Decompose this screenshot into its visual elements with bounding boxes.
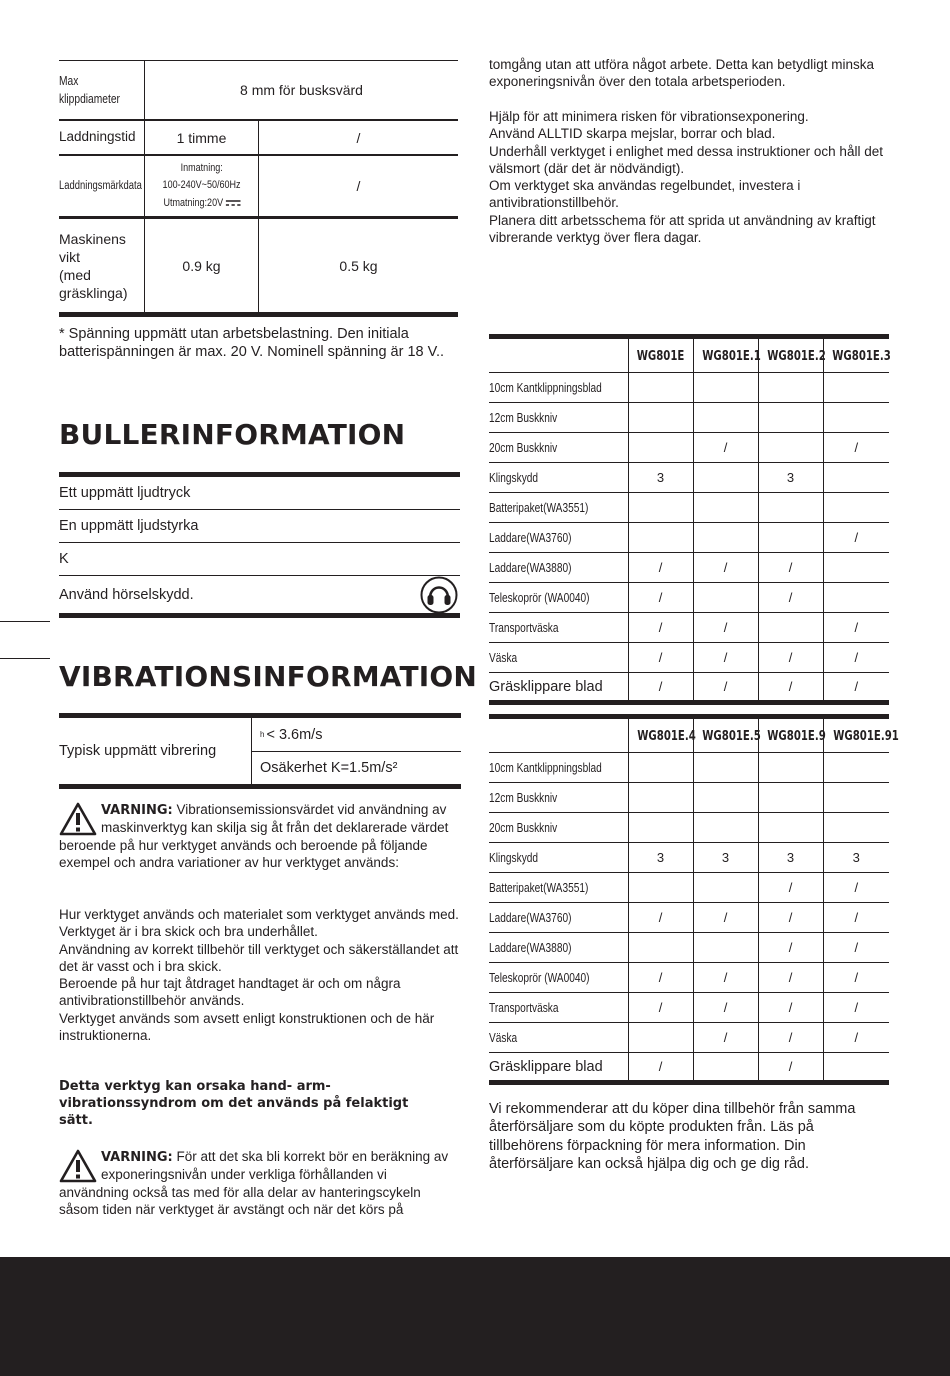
accessory-cell: / xyxy=(693,643,758,673)
accessory-row xyxy=(489,673,889,703)
model-header xyxy=(758,337,826,373)
accessory-cell xyxy=(628,523,693,553)
accessory-table-2 xyxy=(489,714,899,1085)
spec-rating-input-label: Inmatning: xyxy=(180,162,223,175)
footer-bar xyxy=(0,1257,950,1376)
tip-item: Om verktyget ska användas regelbundet, investera i antivibrationstillbehör. xyxy=(489,178,801,211)
accessory-cell xyxy=(693,493,758,523)
sidebar-rule-top xyxy=(0,621,50,622)
accessory-cell xyxy=(758,403,823,433)
accessory-cell: / xyxy=(854,679,859,694)
accessory-name xyxy=(489,523,628,553)
accessory-cell xyxy=(823,1053,889,1083)
accessory-name-text: Batteripaket(WA3551) xyxy=(489,500,589,515)
accessory-header-row xyxy=(489,717,889,753)
accessory-name xyxy=(489,903,628,933)
tip-item: Underhåll verktyget i enlighet med dessa instruktioner och håll det välsmort (där det är nödvändigt). xyxy=(489,143,883,176)
accessory-row xyxy=(489,613,889,643)
noise-row-power: En uppmätt ljudstyrka xyxy=(59,510,460,543)
accessory-row xyxy=(489,373,889,403)
warning-1 xyxy=(59,801,459,871)
spec-row-charge-time xyxy=(59,121,458,155)
accessory-name-text: Teleskoprör (WA0040) xyxy=(489,970,590,985)
accessory-name-text: 10cm Kantklippningsblad xyxy=(489,380,602,395)
havs-note: Detta verktyg kan orsaka hand- arm-vibrationssyndrom om det används på felaktigt sätt. xyxy=(59,1079,409,1128)
accessory-name-text: Transportväska xyxy=(489,620,559,635)
accessory-cell xyxy=(823,463,889,493)
accessory-cell xyxy=(628,753,693,783)
model-header xyxy=(628,337,693,373)
accessory-name-text: Gräsklippare blad xyxy=(489,678,603,695)
spec-weight-value1: 0.9 kg xyxy=(145,219,259,312)
accessory-name-text: Transportväska xyxy=(489,1000,559,1015)
warning-2-title: VARNING: xyxy=(101,1150,173,1165)
spec-row-max xyxy=(59,61,458,121)
accessory-cell: 3 xyxy=(628,463,693,493)
accessory-name-text: 20cm Buskkniv xyxy=(489,820,558,835)
accessory-cell: / xyxy=(758,1023,823,1053)
accessory-row xyxy=(489,583,889,613)
accessory-cell: / xyxy=(628,963,693,993)
accessory-name-text: Laddare(WA3760) xyxy=(489,530,572,545)
accessory-cell xyxy=(693,783,758,813)
accessory-cell: / xyxy=(693,673,758,703)
spec-rating-value2: / xyxy=(356,178,361,194)
model-header-text: WG801E.9 xyxy=(766,728,826,744)
accessory-cell xyxy=(628,873,693,903)
spec-rating-input-value: 100-240V~50/60Hz xyxy=(162,179,241,192)
noise-heading: BULLERINFORMATION xyxy=(59,418,406,451)
accessory-cell: 3 xyxy=(758,463,823,493)
accessory-header-blank xyxy=(489,337,628,373)
spec-rating-value1 xyxy=(145,156,259,216)
accessory-name xyxy=(489,673,628,703)
warning-triangle-icon xyxy=(59,802,97,836)
spec-weight-value2: 0.5 kg xyxy=(339,257,378,274)
accessory-cell xyxy=(693,1053,758,1083)
accessory-cell xyxy=(693,933,758,963)
accessory-cell: / xyxy=(628,673,693,703)
accessory-cell xyxy=(823,783,889,813)
usage-item: Användning av korrekt tillbehör till verktyget och säkerställandet att det är vasst och i bra skick. xyxy=(59,941,459,974)
accessory-cell xyxy=(758,813,823,843)
accessory-name xyxy=(489,783,628,813)
vibration-heading: VIBRATIONSINFORMATION xyxy=(59,660,478,693)
spec-max-label-text: Max klippdiameter xyxy=(59,73,120,106)
accessory-row xyxy=(489,1053,889,1083)
accessory-name xyxy=(489,963,628,993)
accessory-cell xyxy=(693,813,758,843)
accessory-cell: / xyxy=(758,1053,823,1083)
accessory-cell: 3 xyxy=(693,843,758,873)
usage-item: Verktyget används som avsett enligt konstruktionen och de här instruktionerna. xyxy=(59,1010,435,1044)
spec-charge-time-label: Laddningstid xyxy=(59,121,145,154)
vibration-value xyxy=(252,718,461,751)
spec-charge-time-value1: 1 timme xyxy=(145,121,259,154)
accessory-name-text: Väska xyxy=(489,650,518,665)
accessory-row xyxy=(489,783,889,813)
accessory-cell xyxy=(758,373,823,403)
accessory-row xyxy=(489,933,889,963)
usage-item: Hur verktyget används och materialet som verktyget används med. xyxy=(59,907,459,922)
accessory-cell xyxy=(693,873,758,903)
accessory-cell: / xyxy=(823,433,889,463)
spec-weight-label-4: gräsklinga) xyxy=(59,284,128,301)
accessory-header-row xyxy=(489,337,889,373)
accessory-cell xyxy=(758,753,823,783)
accessory-cell xyxy=(693,523,758,553)
voltage-note: * Spänning uppmätt utan arbetsbelastning. Den initiala batterispänningen är max. 20 V. Nominell spänning är 18 V.. xyxy=(59,326,445,360)
accessory-cell: / xyxy=(758,673,823,703)
accessory-cell xyxy=(758,493,823,523)
accessory-name-text: Väska xyxy=(489,1030,518,1045)
accessory-cell: / xyxy=(823,993,889,1023)
accessory-name-text: Gräsklippare blad xyxy=(489,1058,603,1075)
spec-weight-label xyxy=(59,219,145,312)
noise-table xyxy=(59,472,460,618)
accessory-cell: / xyxy=(693,613,758,643)
model-header-text: WG801E.91 xyxy=(832,728,899,744)
accessory-cell: / xyxy=(628,553,693,583)
accessory-name xyxy=(489,403,628,433)
accessory-name xyxy=(489,1053,628,1083)
accessory-cell xyxy=(693,403,758,433)
tip-item: Planera ditt arbetsschema för att sprida ut användning av kraftigt vibrerande verktyg över flera dagar. xyxy=(489,212,876,246)
accessory-row xyxy=(489,493,889,523)
model-header xyxy=(693,717,761,753)
accessory-row xyxy=(489,813,889,843)
vibration-table xyxy=(59,713,461,789)
spec-row-weight xyxy=(59,217,458,317)
accessory-cell xyxy=(693,463,758,493)
ear-protection-text: Använd hörselskydd. xyxy=(59,586,194,603)
tip-item: Hjälp för att minimera risken för vibrationsexponering. xyxy=(489,109,809,124)
accessory-cell xyxy=(823,813,889,843)
accessory-cell xyxy=(628,433,693,463)
accessory-name-text: Laddare(WA3880) xyxy=(489,940,572,955)
accessory-name xyxy=(489,843,628,873)
accessory-cell: / xyxy=(823,523,889,553)
accessory-row xyxy=(489,993,889,1023)
accessory-cell: / xyxy=(693,553,758,583)
warning-triangle-icon xyxy=(59,1149,97,1183)
spec-weight-label-2: vikt xyxy=(59,248,80,265)
accessory-row xyxy=(489,963,889,993)
noise-row-k: K xyxy=(59,543,460,576)
accessory-cell xyxy=(693,583,758,613)
spec-weight-label-3: (med xyxy=(59,266,91,283)
accessory-cell: / xyxy=(823,1023,889,1053)
accessory-cell: / xyxy=(693,963,758,993)
accessory-name xyxy=(489,1023,628,1053)
accessory-cell: / xyxy=(628,583,693,613)
vibration-value-subscript: h xyxy=(260,730,265,739)
model-header-text: WG801E xyxy=(636,348,685,364)
accessory-name-text: Teleskoprör (WA0040) xyxy=(489,590,590,605)
accessory-cell xyxy=(628,373,693,403)
warning-2-text: För att det ska bli korrekt bör en beräkning av exponeringsnivån under verkliga förhållanden vi användning också tas med för alla delar av hanteringscykeln såsom tiden när verktyget är avstängt och när det körs på xyxy=(59,1149,449,1217)
accessory-cell: / xyxy=(758,903,823,933)
spec-table xyxy=(59,60,458,317)
accessory-cell: 3 xyxy=(628,843,693,873)
accessory-name-text: Batteripaket(WA3551) xyxy=(489,880,589,895)
accessory-name xyxy=(489,463,628,493)
right-intro: tomgång utan att utföra något arbete. Detta kan betydligt minska exponeringsnivån över den totala arbetsperioden. xyxy=(489,57,874,90)
accessory-cell: / xyxy=(758,993,823,1023)
vibration-label: Typisk uppmätt vibrering xyxy=(59,718,252,784)
usage-item: Verktyget är i bra skick och bra underhållet. xyxy=(59,924,318,940)
accessory-header-blank xyxy=(489,717,628,753)
accessory-cell xyxy=(693,753,758,783)
accessory-name xyxy=(489,583,628,613)
vibration-values xyxy=(252,718,461,784)
accessory-cell xyxy=(758,433,823,463)
accessory-name xyxy=(489,993,628,1023)
sidebar-rule-bottom xyxy=(0,658,50,659)
model-header-text: WG801E.2 xyxy=(766,348,826,364)
accessory-cell: / xyxy=(823,643,889,673)
spec-rating-label xyxy=(59,156,145,216)
accessory-cell xyxy=(823,493,889,523)
accessory-cell: / xyxy=(628,613,693,643)
accessory-cell xyxy=(823,553,889,583)
accessory-row xyxy=(489,903,889,933)
vibration-value-text: < 3.6m/s xyxy=(266,726,323,743)
accessory-row xyxy=(489,643,889,673)
accessory-cell: / xyxy=(693,433,758,463)
warning-1-title: VARNING: xyxy=(101,803,173,818)
accessory-cell: / xyxy=(628,903,693,933)
model-header-text: WG801E.3 xyxy=(831,348,891,364)
accessory-cell xyxy=(628,1023,693,1053)
usage-list xyxy=(59,906,464,1044)
spec-charge-time-value2: / xyxy=(356,129,361,146)
recommendation-text: Vi rekommenderar att du köper dina tillbehör från samma återförsäljare som du köpte produkten från. Läs på tillbehörens förpackning för mera information. Din återförsäljare kan också hjälpa dig och ge dig råd. xyxy=(489,1101,856,1172)
accessory-name xyxy=(489,493,628,523)
accessory-name-text: Klingskydd xyxy=(489,470,539,485)
accessory-cell: / xyxy=(823,873,889,903)
accessory-row xyxy=(489,753,889,783)
accessory-cell xyxy=(823,403,889,433)
accessory-cell: / xyxy=(758,873,823,903)
accessory-row xyxy=(489,463,889,493)
accessory-cell xyxy=(823,373,889,403)
accessory-cell: / xyxy=(693,903,758,933)
spec-max-value: 8 mm för busksvärd xyxy=(240,82,363,98)
accessory-row xyxy=(489,873,889,903)
spec-rating-output-text: Utmatning:20V xyxy=(163,196,223,209)
noise-row-ear-protection xyxy=(59,576,460,618)
accessory-cell xyxy=(628,813,693,843)
spec-row-rating xyxy=(59,155,458,217)
model-header xyxy=(823,337,889,373)
accessory-cell: / xyxy=(758,963,823,993)
accessory-row xyxy=(489,553,889,583)
accessory-cell xyxy=(823,583,889,613)
accessory-name xyxy=(489,643,628,673)
accessory-cell: / xyxy=(758,583,823,613)
accessory-row xyxy=(489,523,889,553)
accessory-name-text: Laddare(WA3880) xyxy=(489,560,572,575)
model-header xyxy=(758,717,826,753)
accessory-name xyxy=(489,753,628,783)
noise-row-pressure: Ett uppmätt ljudtryck xyxy=(59,477,460,510)
accessory-cell: / xyxy=(628,993,693,1023)
accessory-cell: / xyxy=(823,963,889,993)
accessory-row xyxy=(489,843,889,873)
accessory-name xyxy=(489,933,628,963)
usage-item: Beroende på hur tajt åtdraget handtaget är och om några antivibrationstillbehör används. xyxy=(59,976,401,1009)
accessory-name xyxy=(489,613,628,643)
accessory-cell: 3 xyxy=(823,843,889,873)
accessory-cell xyxy=(823,753,889,783)
model-header-text: WG801E.4 xyxy=(636,728,696,744)
accessory-cell xyxy=(628,493,693,523)
accessory-cell: / xyxy=(823,613,889,643)
model-header xyxy=(823,717,899,753)
accessory-cell: / xyxy=(628,1053,693,1083)
model-header xyxy=(628,717,696,753)
spec-rating-output xyxy=(163,195,240,212)
accessory-cell: / xyxy=(758,933,823,963)
accessory-name xyxy=(489,433,628,463)
model-header-text: WG801E.1 xyxy=(701,348,761,364)
dc-symbol-icon xyxy=(225,199,240,207)
accessory-cell: / xyxy=(823,933,889,963)
accessory-row xyxy=(489,1023,889,1053)
accessory-name xyxy=(489,813,628,843)
accessory-cell: 3 xyxy=(758,843,823,873)
accessory-name xyxy=(489,553,628,583)
accessory-cell xyxy=(758,613,823,643)
accessory-cell: / xyxy=(693,1023,758,1053)
accessory-cell xyxy=(693,373,758,403)
accessory-cell: / xyxy=(628,643,693,673)
accessory-cell: / xyxy=(758,553,823,583)
accessory-name xyxy=(489,873,628,903)
accessory-name xyxy=(489,373,628,403)
spec-rating-label-text: Laddningsmärkdata xyxy=(59,179,142,192)
accessory-cell: / xyxy=(693,993,758,1023)
ear-protection-icon xyxy=(420,576,458,614)
warning-2 xyxy=(59,1148,459,1218)
accessory-cell xyxy=(628,933,693,963)
accessory-name-text: 12cm Buskkniv xyxy=(489,410,558,425)
accessory-table-1 xyxy=(489,334,889,705)
accessory-cell xyxy=(758,783,823,813)
accessory-cell xyxy=(628,783,693,813)
accessory-name-text: 10cm Kantklippningsblad xyxy=(489,760,602,775)
model-header xyxy=(693,337,761,373)
spec-weight-label-1: Maskinens xyxy=(59,230,126,247)
accessory-cell xyxy=(628,403,693,433)
accessory-cell xyxy=(758,523,823,553)
accessory-row xyxy=(489,403,889,433)
tip-item: Använd ALLTID skarpa mejslar, borrar och blad. xyxy=(489,126,776,142)
accessory-name-text: 20cm Buskkniv xyxy=(489,440,558,455)
right-tips xyxy=(489,108,889,246)
warning-1-text: Vibrationsemissionsvärdet vid användning av maskinverktyg kan skilja sig åt från det deklarerade värdet beroende på hur verktyget används och beroende på följande exempel och andra variationer av hur verktyget används: xyxy=(59,802,449,870)
spec-max-label xyxy=(59,61,145,119)
accessory-cell: / xyxy=(758,643,823,673)
accessory-name-text: Laddare(WA3760) xyxy=(489,910,572,925)
model-header-text: WG801E.5 xyxy=(701,728,761,744)
accessory-cell: / xyxy=(823,903,889,933)
vibration-uncertainty: Osäkerhet K=1.5m/s² xyxy=(252,751,461,784)
accessory-name-text: 12cm Buskkniv xyxy=(489,790,558,805)
accessory-row xyxy=(489,433,889,463)
accessory-name-text: Klingskydd xyxy=(489,850,539,865)
